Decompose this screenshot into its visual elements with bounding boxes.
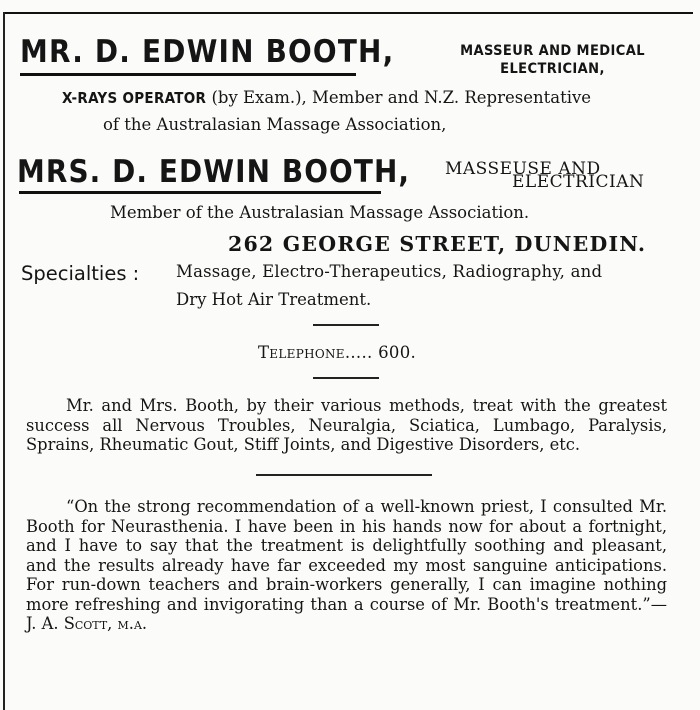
specialties-line-2: Dry Hot Air Treatment. xyxy=(176,290,372,309)
xrays-operator-line xyxy=(62,88,591,107)
telephone-line xyxy=(258,343,416,362)
association-member-line: Member of the Australasian Massage Association. xyxy=(110,203,530,222)
mr-booth-title: MASSEUR AND MEDICAL ELECTRICIAN, xyxy=(460,43,645,77)
mr-booth-name: MR. D. EDWIN BOOTH, xyxy=(20,34,395,70)
street-address: 262 GEORGE STREET, DUNEDIN. xyxy=(228,232,647,256)
divider-rule-3 xyxy=(256,474,432,476)
testimonial-text: “On the strong recommendation of a well-known priest, I consulted Mr. Booth for Neurasthenia. I have been in his hands now for about a fortnight, and I have to say that the treatment is delightfully soothing and pleasant, and the results already have far exceeded my most sanguine anticipations. For run-down teachers and brain-workers generally, I can imagine nothing more refreshing and invigorating than a course of Mr. Booth's treatment.”— xyxy=(26,497,667,614)
mrs-booth-title-line-2: ELECTRICIAN xyxy=(512,172,645,192)
mrs-booth-title-line-1: MASSEUSE AND xyxy=(445,159,601,179)
specialties-line-1: Massage, Electro-Therapeutics, Radiography, and xyxy=(176,262,603,281)
treatment-paragraph: Mr. and Mrs. Booth, by their various methods, treat with the greatest success all Nervous Troubles, Neuralgia, Sciatica, Lumbago, Paralysis, Sprains, Rheumatic Gout, Stiff Joints, and Digestive Disorders, etc. xyxy=(26,396,667,454)
top-border-rule xyxy=(3,12,693,14)
mrs-booth-name: MRS. D. EDWIN BOOTH, xyxy=(17,154,411,190)
divider-rule-1 xyxy=(313,324,379,326)
xrays-operator-rest: (by Exam.), Member and N.Z. Representative xyxy=(206,88,592,107)
mrs-booth-underline xyxy=(19,191,381,194)
testimonial-author: J. A. Scott, m.a. xyxy=(26,614,148,633)
mr-booth-underline xyxy=(20,73,356,76)
telephone-number: 600. xyxy=(378,343,417,362)
telephone-label: Telephone..... xyxy=(258,343,379,362)
xrays-operator-lead: X-RAYS OPERATOR xyxy=(62,89,207,107)
testimonial-paragraph xyxy=(26,497,667,634)
left-border-rule xyxy=(3,12,5,710)
xrays-operator-line-2: of the Australasian Massage Association, xyxy=(103,115,447,134)
divider-rule-2 xyxy=(313,377,379,379)
specialties-label: Specialties : xyxy=(21,262,140,285)
